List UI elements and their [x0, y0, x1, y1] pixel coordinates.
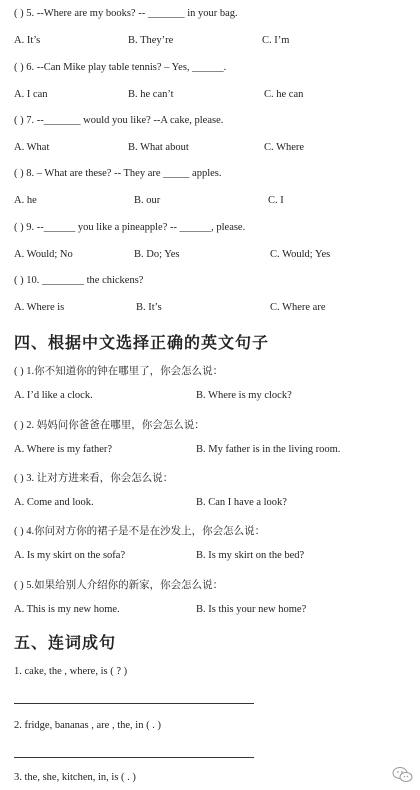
p4-options-1 [14, 390, 410, 404]
options-9 [14, 249, 410, 263]
option-b: B. It’s [136, 302, 162, 313]
question-9: ( ) 9. --______ you like a pineapple? -- ______, please. [14, 222, 246, 233]
sentence-2: 2. fridge, bananas , are , the, in ( . ) [14, 720, 161, 731]
sentence-1: 1. cake, the , where, is ( ? ) [14, 666, 128, 677]
option-c: C. I’m [262, 35, 290, 46]
question-8: ( ) 8. – What are these? -- They are _____ apples. [14, 168, 222, 179]
option-b: B. he can’t [128, 89, 174, 100]
p4-options-5 [14, 604, 410, 618]
question-10: ( ) 10. ________ the chickens? [14, 275, 144, 286]
option-a: A. Where is [14, 302, 65, 313]
option-a: A. he [14, 195, 37, 206]
sentence-3: 3. the, she, kitchen, in, is ( . ) [14, 772, 136, 783]
answer-line-1 [14, 703, 254, 704]
option-c: C. Where [264, 142, 305, 153]
question-6: ( ) 6. --Can Mike play table tennis? – Yes, ______. [14, 62, 227, 73]
p4-question-2: ( ) 2. 妈妈问你爸爸在哪里，你会怎么说： [14, 420, 205, 431]
options-6 [14, 89, 410, 103]
options-7 [14, 142, 410, 156]
p4-options-4 [14, 550, 410, 564]
option-a: A. I’d like a clock. [14, 390, 93, 401]
section-5-heading: 五、连词成句 [14, 633, 117, 652]
option-b: B. Do; Yes [134, 249, 180, 260]
p4-options-3 [14, 497, 410, 511]
option-b: B. Is this your new home? [196, 604, 307, 615]
option-c: C. he can [264, 89, 304, 100]
options-8 [14, 195, 410, 209]
option-c: C. Would; Yes [270, 249, 331, 260]
p4-options-2 [14, 444, 410, 458]
p4-question-3: ( ) 3. 让对方进来看，你会怎么说： [14, 473, 174, 484]
question-7: ( ) 7. --_______ would you like? --A cake, please. [14, 115, 224, 126]
p4-question-1: ( ) 1.你不知道你的钟在哪里了，你会怎么说： [14, 366, 224, 377]
option-a: A. It’s [14, 35, 41, 46]
option-b: B. Can I have a look? [196, 497, 287, 508]
option-a: A. Would; No [14, 249, 73, 260]
option-c: C. I [268, 195, 284, 206]
options-5 [14, 35, 410, 49]
answer-line-2 [14, 757, 254, 758]
option-a: A. I can [14, 89, 48, 100]
option-b: B. our [134, 195, 161, 206]
wechat-icon [392, 766, 414, 784]
option-b: B. What about [128, 142, 189, 153]
options-10 [14, 302, 410, 316]
p4-question-4: ( ) 4.你问对方你的裙子是不是在沙发上，你会怎么说： [14, 526, 266, 537]
option-a: A. Is my skirt on the sofa? [14, 550, 126, 561]
option-a: A. What [14, 142, 50, 153]
option-b: B. They’re [128, 35, 174, 46]
option-a: A. This is my new home. [14, 604, 120, 615]
option-a: A. Where is my father? [14, 444, 113, 455]
section-4-heading: 四、根据中文选择正确的英文句子 [14, 333, 270, 352]
option-b: B. Is my skirt on the bed? [196, 550, 305, 561]
option-a: A. Come and look. [14, 497, 94, 508]
option-b: B. Where is my clock? [196, 390, 292, 401]
question-5: ( ) 5. --Where are my books? -- _______ in your bag. [14, 8, 238, 19]
p4-question-5: ( ) 5.如果给别人介绍你的新家，你会怎么说： [14, 580, 224, 591]
option-b: B. My father is in the living room. [196, 444, 341, 455]
option-c: C. Where are [270, 302, 326, 313]
